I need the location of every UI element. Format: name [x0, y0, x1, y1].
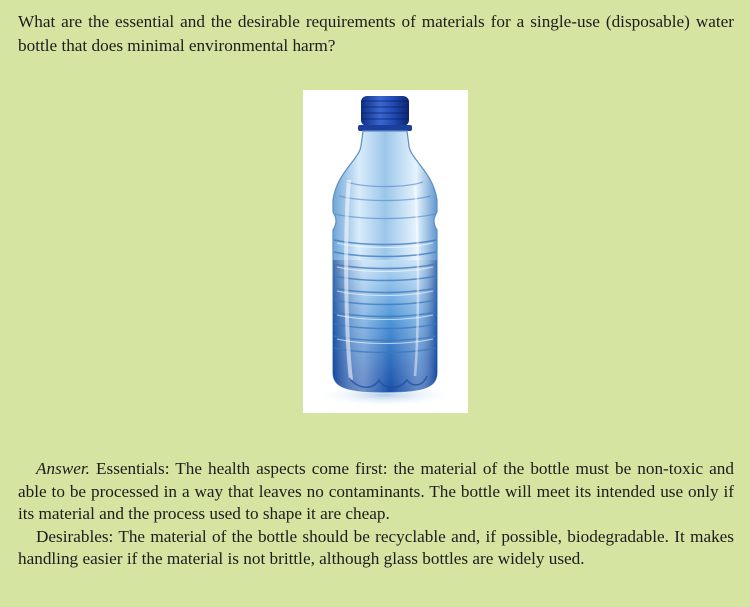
question-text: What are the essential and the desirable requirements of materials for a single-use (disposable) water bottle that does minimal environmental harm? [18, 12, 734, 55]
answer-essentials-text: Essentials: The health aspects come first: the material of the bottle must be non-toxic and able to be processed in a way that leaves no contaminants. The bottle will meet its intended use only if its material and the process used to shape it are cheap. [18, 459, 734, 523]
water-bottle-image [303, 90, 468, 413]
answer-essentials-paragraph [18, 458, 734, 526]
answer-label: Answer. [36, 459, 90, 478]
answer-desirables-paragraph: Desirables: The material of the bottle should be recyclable and, if possible, biodegradable. It makes handling easier if the material is not brittle, although glass bottles are widely used. [18, 526, 734, 568]
answer-block [18, 458, 734, 571]
water-bottle-illustration [303, 90, 468, 413]
